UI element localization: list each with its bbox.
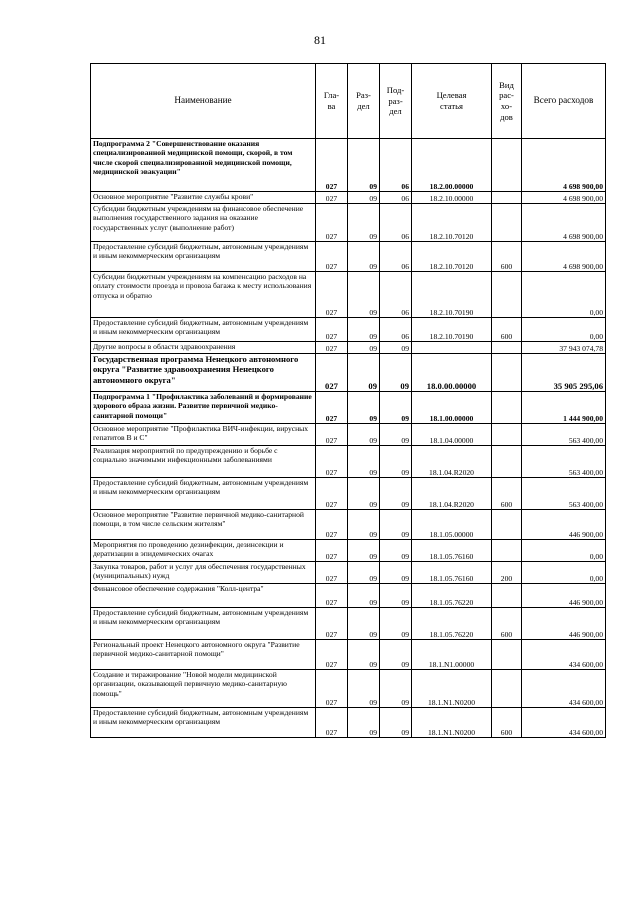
- table-row: [91, 139, 606, 192]
- cell-vid: [492, 584, 522, 608]
- cell-podrazdel: 09: [380, 670, 412, 708]
- cell-name: Государственная программа Ненецкого автономного округа "Развитие здравоохранения Ненецкого автономного округа": [91, 354, 316, 392]
- table-row: [91, 708, 606, 738]
- cell-total: 4 698 900,00: [522, 192, 606, 204]
- table-row: [91, 510, 606, 540]
- cell-glava: 027: [316, 510, 348, 540]
- cell-target: 18.1.05.76160: [412, 562, 492, 584]
- cell-razdel: 09: [348, 640, 380, 670]
- table-header-row: [91, 64, 606, 139]
- cell-vid: [492, 540, 522, 562]
- cell-podrazdel: 06: [380, 318, 412, 342]
- cell-glava: 027: [316, 670, 348, 708]
- cell-vid: [492, 446, 522, 478]
- cell-total: 37 943 074,78: [522, 342, 606, 354]
- cell-razdel: 09: [348, 608, 380, 640]
- cell-podrazdel: 09: [380, 640, 412, 670]
- cell-podrazdel: 06: [380, 272, 412, 318]
- page-number: 81: [314, 33, 326, 47]
- cell-name: Предоставление субсидий бюджетным, автономным учреждениям и иным некоммерческим организациям: [91, 608, 316, 640]
- cell-glava: 027: [316, 640, 348, 670]
- cell-podrazdel: 09: [380, 342, 412, 354]
- cell-glava: 027: [316, 192, 348, 204]
- cell-total: 1 444 900,00: [522, 392, 606, 424]
- cell-vid: 600: [492, 242, 522, 272]
- cell-glava: 027: [316, 242, 348, 272]
- cell-total: 4 698 900,00: [522, 139, 606, 192]
- cell-target: 18.2.10.70120: [412, 204, 492, 242]
- cell-glava: 027: [316, 318, 348, 342]
- cell-razdel: 09: [348, 478, 380, 510]
- table-row: [91, 342, 606, 354]
- cell-razdel: 09: [348, 540, 380, 562]
- table-row: [91, 670, 606, 708]
- cell-name: Основное мероприятие "Развитие службы крови": [91, 192, 316, 204]
- cell-glava: 027: [316, 272, 348, 318]
- cell-podrazdel: 09: [380, 392, 412, 424]
- cell-total: 446 900,00: [522, 510, 606, 540]
- cell-total: 4 698 900,00: [522, 242, 606, 272]
- cell-target: [412, 342, 492, 354]
- cell-name: Реализация мероприятий по предупреждению и борьбе с социально значимыми инфекционными заболеваниями: [91, 446, 316, 478]
- cell-glava: 027: [316, 392, 348, 424]
- cell-name: Предоставление субсидий бюджетным, автономным учреждениям и иным некоммерческим организациям: [91, 242, 316, 272]
- header-target: [412, 64, 492, 139]
- cell-target: 18.2.10.70190: [412, 318, 492, 342]
- cell-vid: 600: [492, 478, 522, 510]
- cell-name: Создание и тиражирование "Новой модели медицинской организации, оказывающей первичную медико-санитарную помощь": [91, 670, 316, 708]
- cell-podrazdel: 06: [380, 242, 412, 272]
- header-vid-text: Вид рас- хо- дов: [499, 79, 514, 122]
- cell-podrazdel: 09: [380, 510, 412, 540]
- cell-glava: 027: [316, 608, 348, 640]
- cell-vid: [492, 192, 522, 204]
- table-row: [91, 478, 606, 510]
- cell-name: Финансовое обеспечение содержания "Колл-центра": [91, 584, 316, 608]
- cell-glava: 027: [316, 562, 348, 584]
- cell-total: 563 400,00: [522, 478, 606, 510]
- header-razdel: [348, 64, 380, 139]
- header-glava-text: Гла- ва: [323, 90, 340, 111]
- table-row: [91, 562, 606, 584]
- cell-razdel: 09: [348, 354, 380, 392]
- cell-target: 18.1.04.R2020: [412, 446, 492, 478]
- cell-total: 446 900,00: [522, 608, 606, 640]
- header-total: Всего расходов: [522, 64, 606, 139]
- cell-target: 18.1.05.76160: [412, 540, 492, 562]
- cell-razdel: 09: [348, 242, 380, 272]
- cell-razdel: 09: [348, 342, 380, 354]
- cell-vid: [492, 342, 522, 354]
- cell-vid: [492, 510, 522, 540]
- cell-podrazdel: 09: [380, 540, 412, 562]
- cell-name: Предоставление субсидий бюджетным, автономным учреждениям и иным некоммерческим организациям: [91, 318, 316, 342]
- table-row: [91, 354, 606, 392]
- cell-razdel: 09: [348, 192, 380, 204]
- header-target-text: Целевая статья: [436, 90, 467, 111]
- table-row: [91, 584, 606, 608]
- table-row: [91, 392, 606, 424]
- cell-razdel: 09: [348, 584, 380, 608]
- cell-name: Подпрограмма 2 "Совершенствование оказания специализированной медицинской помощи, скорой, в том числе скорой специализированной медицинской помощи, медицинской эвакуации": [91, 139, 316, 192]
- cell-podrazdel: 09: [380, 708, 412, 738]
- cell-total: 4 698 900,00: [522, 204, 606, 242]
- cell-glava: 027: [316, 708, 348, 738]
- cell-vid: [492, 354, 522, 392]
- cell-glava: 027: [316, 584, 348, 608]
- cell-total: 434 600,00: [522, 708, 606, 738]
- cell-vid: 600: [492, 708, 522, 738]
- cell-vid: 200: [492, 562, 522, 584]
- cell-name: Основное мероприятие "Развитие первичной медико-санитарной помощи, в том числе сельским жителям": [91, 510, 316, 540]
- cell-razdel: 09: [348, 204, 380, 242]
- cell-glava: 027: [316, 446, 348, 478]
- cell-razdel: 09: [348, 139, 380, 192]
- cell-glava: 027: [316, 354, 348, 392]
- cell-name: Закупка товаров, работ и услуг для обеспечения государственных (муниципальных) нужд: [91, 562, 316, 584]
- header-podrazdel: [380, 64, 412, 139]
- cell-glava: 027: [316, 424, 348, 446]
- cell-razdel: 09: [348, 562, 380, 584]
- cell-total: 0,00: [522, 540, 606, 562]
- cell-vid: 600: [492, 318, 522, 342]
- cell-podrazdel: 09: [380, 608, 412, 640]
- cell-target: 18.1.00.00000: [412, 392, 492, 424]
- header-razdel-text: Раз- дел: [356, 90, 371, 111]
- cell-podrazdel: 09: [380, 354, 412, 392]
- table-row: [91, 608, 606, 640]
- cell-vid: [492, 139, 522, 192]
- cell-razdel: 09: [348, 510, 380, 540]
- cell-razdel: 09: [348, 670, 380, 708]
- cell-target: 18.1.05.76220: [412, 608, 492, 640]
- budget-table: [90, 63, 606, 738]
- cell-razdel: 09: [348, 708, 380, 738]
- cell-razdel: 09: [348, 392, 380, 424]
- header-vid: [492, 64, 522, 139]
- cell-total: 563 400,00: [522, 446, 606, 478]
- header-name: Наименование: [91, 64, 316, 139]
- cell-target: 18.1.05.76220: [412, 584, 492, 608]
- cell-razdel: 09: [348, 318, 380, 342]
- cell-total: 35 905 295,06: [522, 354, 606, 392]
- cell-target: 18.2.10.70190: [412, 272, 492, 318]
- cell-target: 18.2.10.00000: [412, 192, 492, 204]
- header-podrazdel-text: Под- раз- дел: [386, 84, 405, 117]
- cell-podrazdel: 09: [380, 424, 412, 446]
- cell-glava: 027: [316, 139, 348, 192]
- cell-name: Субсидии бюджетным учреждениям на компенсацию расходов на оплату стоимости проезда и провоза багажа к месту использования отпуска и обратно: [91, 272, 316, 318]
- cell-razdel: 09: [348, 272, 380, 318]
- table-row: [91, 192, 606, 204]
- cell-vid: 600: [492, 608, 522, 640]
- cell-target: 18.1.05.00000: [412, 510, 492, 540]
- cell-total: 446 900,00: [522, 584, 606, 608]
- cell-glava: 027: [316, 540, 348, 562]
- cell-vid: [492, 640, 522, 670]
- cell-podrazdel: 06: [380, 204, 412, 242]
- cell-vid: [492, 204, 522, 242]
- cell-total: 563 400,00: [522, 424, 606, 446]
- cell-name: Другие вопросы в области здравоохранения: [91, 342, 316, 354]
- cell-total: 434 600,00: [522, 670, 606, 708]
- cell-glava: 027: [316, 204, 348, 242]
- cell-target: 18.1.N1.N0200: [412, 708, 492, 738]
- cell-total: 0,00: [522, 318, 606, 342]
- cell-total: 0,00: [522, 272, 606, 318]
- table-row: [91, 272, 606, 318]
- table-row: [91, 242, 606, 272]
- cell-name: Предоставление субсидий бюджетным, автономным учреждениям и иным некоммерческим организациям: [91, 478, 316, 510]
- cell-vid: [492, 392, 522, 424]
- cell-razdel: 09: [348, 446, 380, 478]
- cell-vid: [492, 670, 522, 708]
- table-row: [91, 204, 606, 242]
- cell-glava: 027: [316, 342, 348, 354]
- cell-target: 18.1.04.00000: [412, 424, 492, 446]
- cell-target: 18.1.04.R2020: [412, 478, 492, 510]
- cell-target: 18.1.N1.N0200: [412, 670, 492, 708]
- cell-vid: [492, 424, 522, 446]
- cell-glava: 027: [316, 478, 348, 510]
- table-body: [91, 139, 606, 738]
- header-glava: [316, 64, 348, 139]
- cell-podrazdel: 06: [380, 192, 412, 204]
- table-row: [91, 424, 606, 446]
- cell-name: Субсидии бюджетным учреждениям на финансовое обеспечение выполнения государственного задания на оказание государственных услуг (выполнение работ): [91, 204, 316, 242]
- cell-podrazdel: 09: [380, 478, 412, 510]
- table-row: [91, 318, 606, 342]
- cell-total: 434 600,00: [522, 640, 606, 670]
- cell-name: Мероприятия по проведению дезинфекции, дезинсекции и дератизации в эпидемических очагах: [91, 540, 316, 562]
- cell-podrazdel: 06: [380, 139, 412, 192]
- cell-target: 18.2.00.00000: [412, 139, 492, 192]
- cell-target: 18.1.N1.00000: [412, 640, 492, 670]
- cell-total: 0,00: [522, 562, 606, 584]
- table-row: [91, 540, 606, 562]
- cell-razdel: 09: [348, 424, 380, 446]
- table-row: [91, 446, 606, 478]
- cell-name: Региональный проект Ненецкого автономного округа "Развитие первичной медико-санитарной помощи": [91, 640, 316, 670]
- cell-vid: [492, 272, 522, 318]
- cell-podrazdel: 09: [380, 562, 412, 584]
- cell-name: Подпрограмма 1 "Профилактика заболеваний и формирование здорового образа жизни. Развитие первичной медико-санитарной помощи": [91, 392, 316, 424]
- cell-name: Предоставление субсидий бюджетным, автономным учреждениям и иным некоммерческим организациям: [91, 708, 316, 738]
- cell-target: 18.0.00.00000: [412, 354, 492, 392]
- cell-target: 18.2.10.70120: [412, 242, 492, 272]
- cell-podrazdel: 09: [380, 584, 412, 608]
- table-row: [91, 640, 606, 670]
- cell-podrazdel: 09: [380, 446, 412, 478]
- cell-name: Основное мероприятие "Профилактика ВИЧ-инфекции, вирусных гепатитов В и С": [91, 424, 316, 446]
